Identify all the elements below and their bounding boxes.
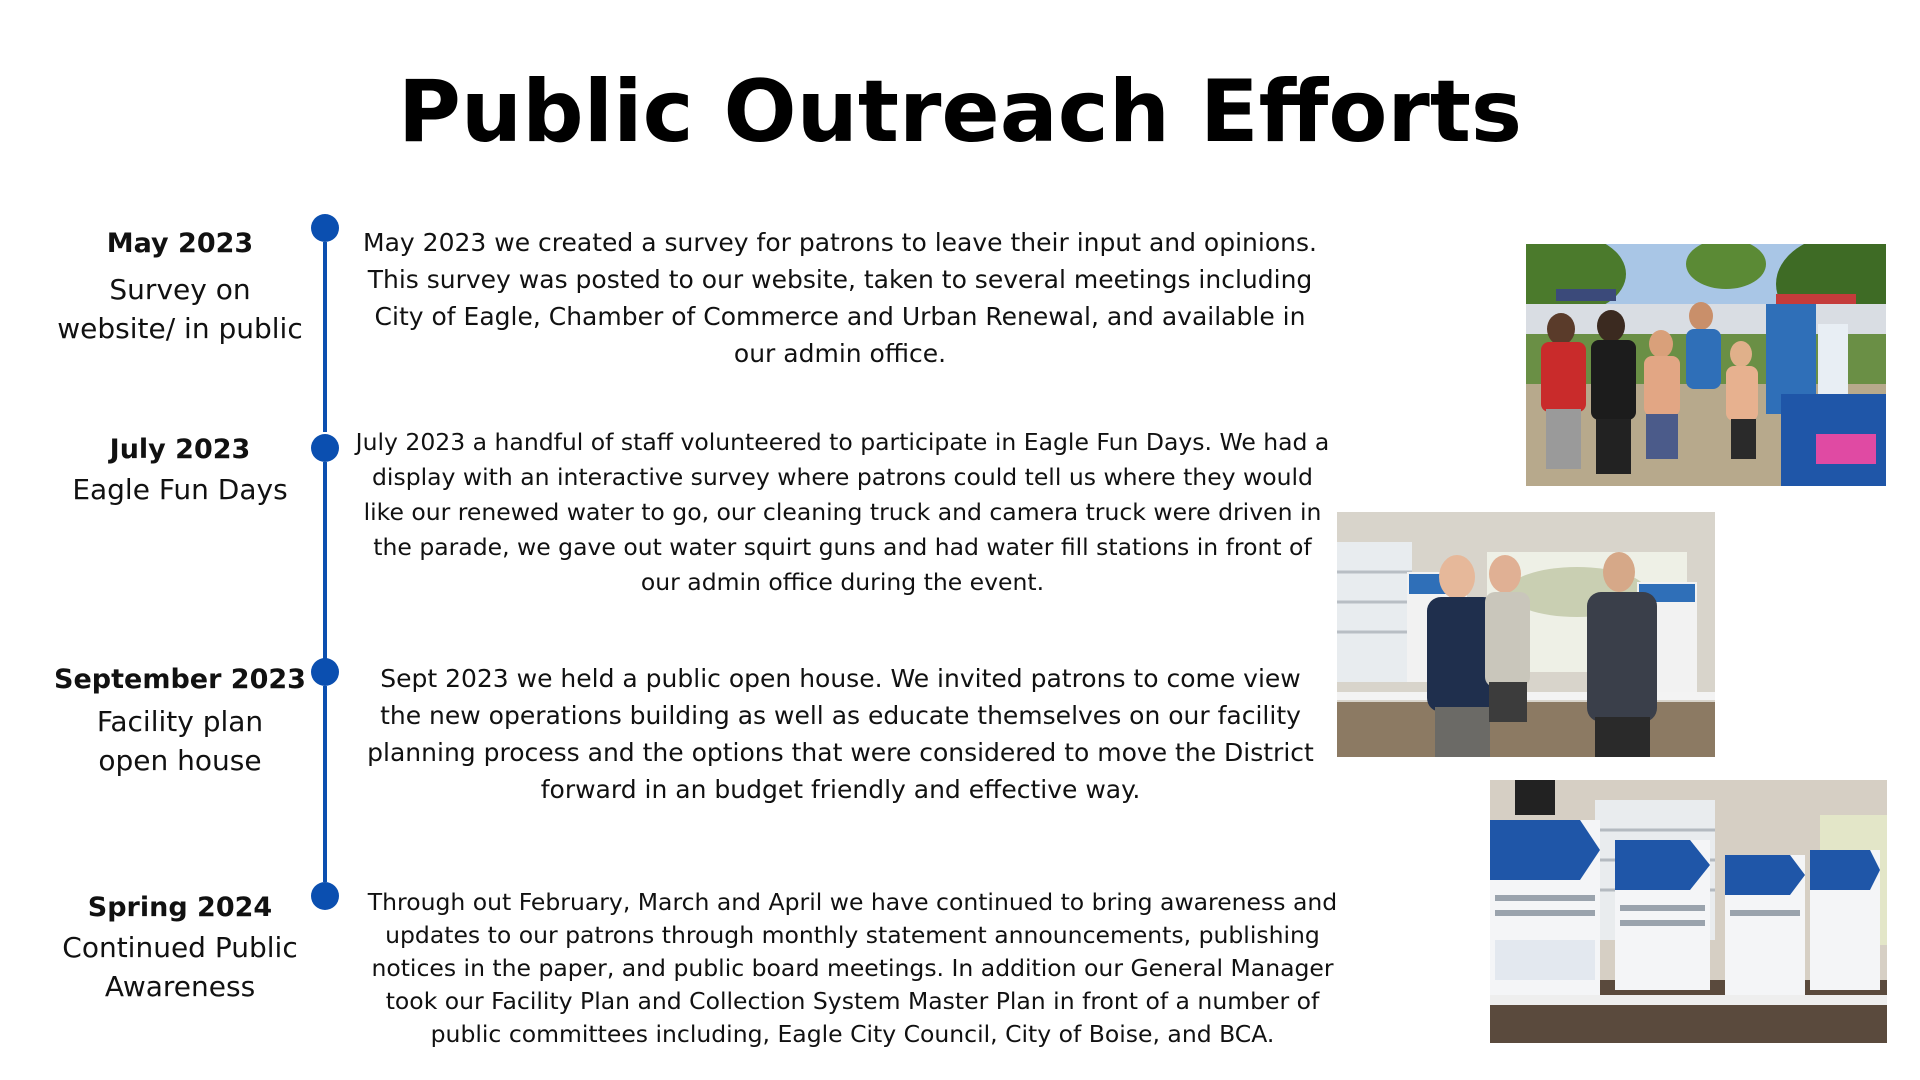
page-title: Public Outreach Efforts <box>397 62 1523 162</box>
timeline-label-spring-2024 <box>40 888 320 1006</box>
timeline-date: May 2023 <box>106 228 254 259</box>
timeline-desc-line: Survey on <box>109 273 251 306</box>
photo-open-house <box>1337 512 1715 757</box>
timeline-line-segment-1 <box>323 242 327 432</box>
timeline-desc-line: Continued Public <box>62 931 298 964</box>
timeline-date: Spring 2024 <box>87 892 273 923</box>
timeline-paragraph-july-2023: July 2023 a handful of staff volunteered to participate in Eagle Fun Days. We had a display with an interactive survey where patrons could tell us where they would like our renewed water to go, our cleaning truck and camera truck were driven in the parade, we gave out water squirt guns and had water fill stations in front of our admin office during the event. <box>355 428 1330 596</box>
photo-eagle-fun-days <box>1526 244 1886 486</box>
timeline-desc-line: open house <box>98 744 262 777</box>
timeline-date: September 2023 <box>54 664 306 695</box>
timeline-desc-line: Facility plan <box>96 705 264 738</box>
timeline-paragraph-may-2023: May 2023 we created a survey for patrons to leave their input and opinions. This survey was posted to our website, taken to several meetings including City of Eagle, Chamber of Commerce and Urban Renewal, and available in our admin office. <box>363 228 1317 368</box>
timeline-desc-line: website/ in public <box>57 312 303 345</box>
timeline-label-september-2023 <box>40 660 320 780</box>
timeline-line-segment-3 <box>323 686 327 882</box>
timeline-paragraph-september-2023: Sept 2023 we held a public open house. We invited patrons to come view the new operations building as well as educate themselves on our facility planning process and the options that were considered to move the District forward in an budget friendly and effective way. <box>367 664 1314 804</box>
timeline-line-segment-2 <box>323 462 327 662</box>
timeline-date: July 2023 <box>109 434 251 465</box>
timeline-desc-line: Awareness <box>104 970 256 1003</box>
timeline-paragraph-spring-2024: Through out February, March and April we have continued to bring awareness and updates to our patrons through monthly statement announcements, publishing notices in the paper, and public board meetings. In addition our General Manager took our Facility Plan and Collection System Master Plan in front of a number of public committees including, Eagle City Council, City of Boise, and BCA. <box>367 888 1338 1048</box>
timeline-label-july-2023 <box>40 430 320 509</box>
timeline-desc-line: Eagle Fun Days <box>72 473 288 506</box>
photo-display-boards <box>1490 780 1887 1043</box>
timeline-label-may-2023 <box>40 224 320 348</box>
